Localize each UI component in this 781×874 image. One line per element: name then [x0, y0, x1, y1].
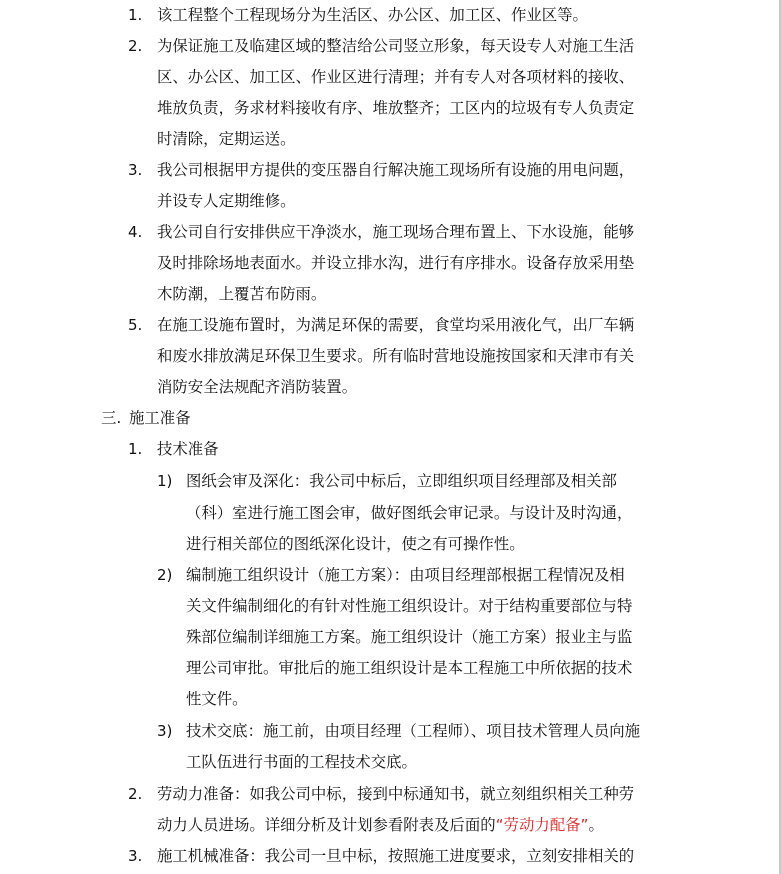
plain-text: 动力人员进场。详细分析及计划参看附表及后面的: [157, 816, 496, 834]
sublist-item-line: 关文件编制细化的有针对性施工组织设计。对于结构重要部位与特: [186, 597, 633, 615]
list-item-line: 并设专人定期维修。: [157, 192, 296, 210]
sublist-marker: 1): [157, 472, 173, 490]
sublist-item-line: 性文件。: [186, 690, 248, 708]
list-item-line: [157, 810, 604, 841]
list-marker: 5.: [128, 316, 143, 334]
list-item-line: 木防潮，上覆苫布防雨。: [157, 285, 327, 303]
list-item-line: 该工程整个工程现场分为生活区、办公区、加工区、作业区等。: [157, 6, 588, 24]
list-marker: 1.: [128, 6, 143, 24]
list-marker: 3.: [128, 847, 143, 865]
list-item-line: 施工机械准备：我公司一旦中标，按照施工进度要求，立刻安排相关的: [157, 847, 635, 865]
list-item-line: 在施工设施布置时，为满足环保的需要，食堂均采用液化气，出厂车辆: [157, 316, 635, 334]
sublist-marker: 3): [157, 722, 173, 740]
list-marker: 4.: [128, 223, 143, 241]
sublist-item-line: 殊部位编制详细施工方案。施工组织设计（施工方案）报业主与监: [186, 628, 633, 646]
list-item-line: 区、办公区、加工区、作业区进行清理；并有专人对各项材料的接收、: [157, 68, 635, 86]
sublist-item-line: 图纸会审及深化：我公司中标后，立即组织项目经理部及相关部: [186, 472, 617, 490]
list-marker: 2.: [128, 37, 143, 55]
subsection-heading: 技术准备: [157, 440, 219, 458]
sublist-item-line: 进行相关部位的图纸深化设计，使之有可操作性。: [186, 535, 525, 553]
list-item-line: 消防安全法规配齐消防装置。: [157, 378, 358, 396]
section-marker: 三.: [101, 409, 122, 427]
list-item-line: 堆放负责，务求材料接收有序、堆放整齐；工区内的垃圾有专人负责定: [157, 99, 635, 117]
section-heading: 施工准备: [129, 409, 191, 427]
list-item-line: 及时排除场地表面水。并设立排水沟，进行有序排水。设备存放采用垫: [157, 254, 635, 272]
list-item-line: 为保证施工及临建区域的整洁给公司竖立形象，每天设专人对施工生活: [157, 37, 635, 55]
list-item-line: 我公司自行安排供应干净淡水，施工现场合理布置上、下水设施，能够: [157, 223, 635, 241]
sublist-item-line: 技术交底：施工前，由项目经理（工程师）、项目技术管理人员向施: [186, 722, 641, 740]
sublist-marker: 2): [157, 566, 173, 584]
list-marker: 1.: [128, 440, 143, 458]
list-item-line: 我公司根据甲方提供的变压器自行解决施工现场所有设施的用电问题，: [157, 161, 635, 179]
sublist-item-line: 工队伍进行书面的工程技术交底。: [186, 753, 417, 771]
sublist-item-line: 编制施工组织设计（施工方案）：由项目经理部根据工程情况及相: [186, 566, 625, 584]
list-item-line: 和废水排放满足环保卫生要求。所有临时营地设施按国家和天津市有关: [157, 347, 635, 365]
list-item-line: 劳动力准备：如我公司中标，接到中标通知书，就立刻组织相关工种劳: [157, 785, 635, 803]
highlighted-reference: “劳动力配备”: [495, 816, 589, 834]
list-marker: 3.: [128, 161, 143, 179]
sublist-item-line: 理公司审批。审批后的施工组织设计是本工程施工中所依据的技术: [186, 659, 633, 677]
list-item-line: 时清除，定期运送。: [157, 130, 296, 148]
sublist-item-line: （科）室进行施工图会审，做好图纸会审记录。与设计及时沟通，: [186, 504, 633, 522]
punctuation: 。: [588, 816, 604, 834]
list-marker: 2.: [128, 785, 143, 803]
